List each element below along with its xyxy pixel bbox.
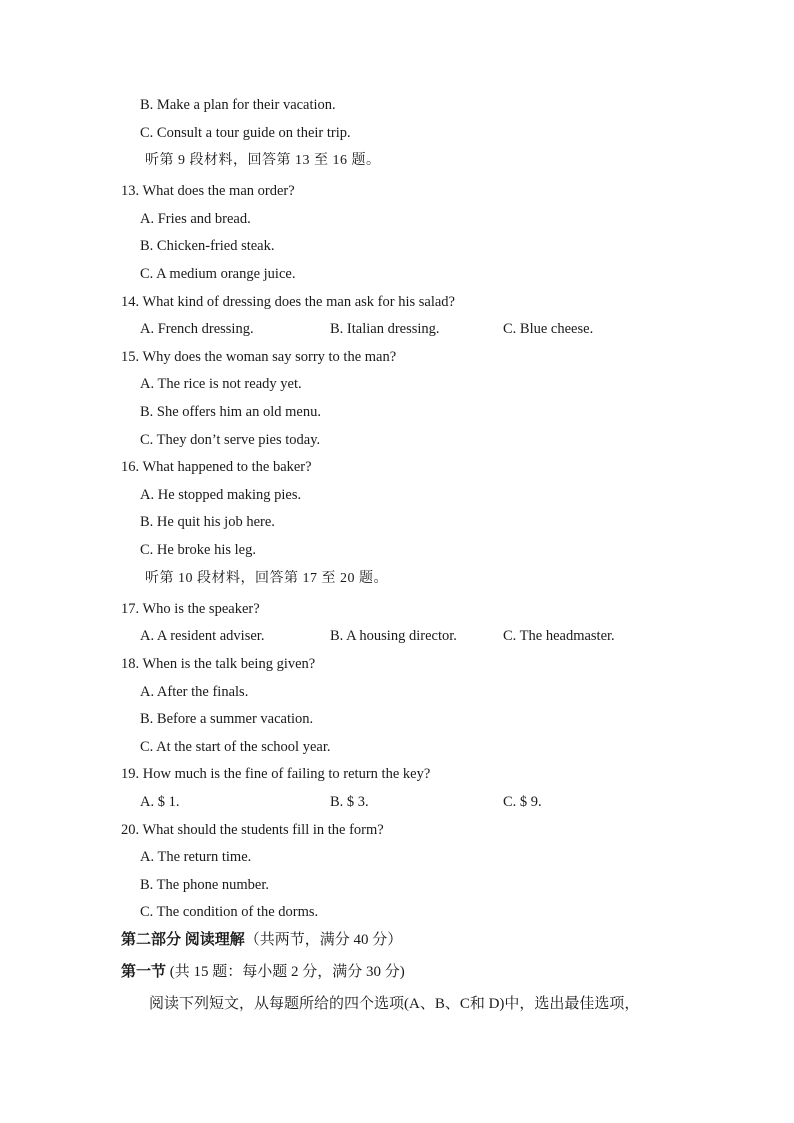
section1-heading [121,962,405,982]
q18-option-c: C. At the start of the school year. [140,739,331,755]
reading-instruction: 阅读下列短文，从每题所给的四个选项(A、B、C和 D)中，选出最佳选项， [149,996,640,1012]
instruction-10: 听第 10 段材料，回答第 17 至 20 题。 [145,571,388,586]
q14-option-b: B. Italian dressing. [330,321,440,337]
q19-option-a: A. $ 1. [140,794,180,810]
q19-option-b: B. $ 3. [330,794,369,810]
q13-option-a: A. Fries and bread. [140,211,251,227]
section1-score-note: (共 15 题：每小题 2 分，满分 30 分) [166,964,405,980]
q16-option-b: B. He quit his job here. [140,514,275,530]
q17-option-c: C. The headmaster. [503,628,615,644]
q18-stem: 18. When is the talk being given? [121,656,316,672]
q14-stem: 14. What kind of dressing does the man ask for his salad? [121,294,455,310]
q20-option-a: A. The return time. [140,849,252,865]
q18-option-a: A. After the finals. [140,684,249,700]
part2-score-note: （共两节，满分 40 分） [244,932,403,948]
q20-stem: 20. What should the students fill in the form? [121,822,384,838]
q17-option-b: B. A housing director. [330,628,457,644]
q16-stem: 16. What happened to the baker? [121,459,312,475]
q15-stem: 15. Why does the woman say sorry to the man? [121,349,397,365]
section1-title: 第一节 [121,964,167,980]
q17-stem: 17. Who is the speaker? [121,601,260,617]
q13-option-c: C. A medium orange juice. [140,266,296,282]
q19-option-c: C. $ 9. [503,794,542,810]
q20-option-c: C. The condition of the dorms. [140,904,319,920]
q17-option-a: A. A resident adviser. [140,628,265,644]
q15-option-b: B. She offers him an old menu. [140,404,321,420]
instruction-9: 听第 9 段材料，回答第 13 至 16 题。 [145,153,381,168]
q15-option-c: C. They don’t serve pies today. [140,432,321,448]
part2-heading [121,930,402,950]
q14-option-c: C. Blue cheese. [503,321,594,337]
q16-option-c: C. He broke his leg. [140,542,256,558]
q12-option-c: C. Consult a tour guide on their trip. [140,125,351,141]
q20-option-b: B. The phone number. [140,877,270,893]
q13-stem: 13. What does the man order? [121,183,295,199]
q19-stem: 19. How much is the fine of failing to return the key? [121,766,431,782]
q18-option-b: B. Before a summer vacation. [140,711,314,727]
q15-option-a: A. The rice is not ready yet. [140,376,302,392]
part2-title: 第二部分 阅读理解 [121,932,245,948]
q12-option-b: B. Make a plan for their vacation. [140,97,336,113]
q16-option-a: A. He stopped making pies. [140,487,302,503]
q13-option-b: B. Chicken-fried steak. [140,238,275,254]
q14-option-a: A. French dressing. [140,321,254,337]
